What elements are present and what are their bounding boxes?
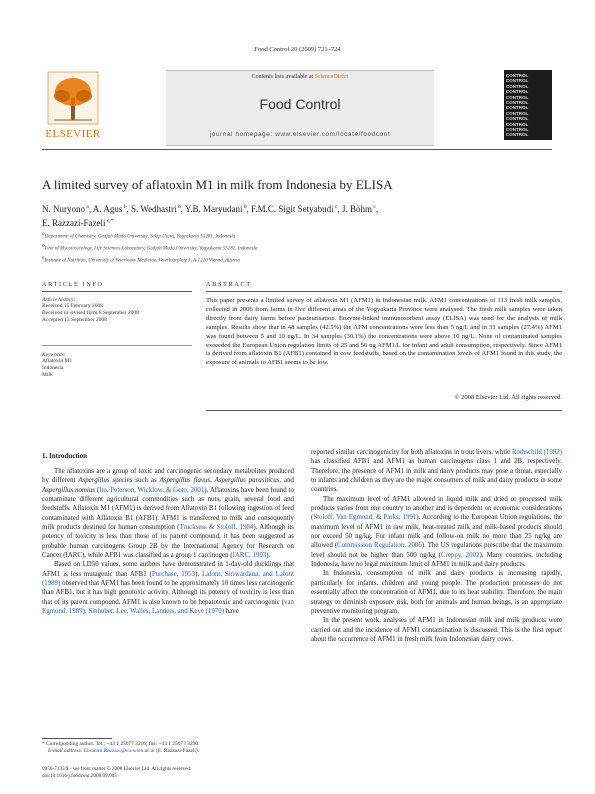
citation-link[interactable]: Creppy, 2002: [440, 551, 480, 559]
body-text: ).: [195, 570, 202, 578]
author-name[interactable]: E. Razzazi-Fazeli: [42, 218, 106, 228]
email-suffix: (E. Razzazi-Fazeli).: [156, 748, 200, 755]
keywords-label: Keywords:: [42, 352, 66, 358]
article-title: A limited survey of aflatoxin M1 in milk from Indonesia by ELISA: [42, 177, 393, 192]
keywords-block: [42, 352, 192, 380]
abstract-rule: [206, 291, 562, 292]
author-affiliation-marker[interactable]: b: [122, 204, 127, 210]
cover-line: CONTROL: [506, 83, 529, 89]
body-text: (: [94, 486, 100, 494]
cover-line: CONTROL: [506, 105, 529, 111]
author-separator: ,: [337, 204, 342, 214]
body-text: species such as: [109, 477, 160, 485]
author-separator: ,: [126, 204, 131, 214]
affiliation-line: [42, 254, 552, 266]
author-list: [42, 201, 552, 229]
italic-text: Aspergillus flavus, Aspergillus parasiticus,: [159, 477, 282, 485]
cover-line: CONTROL: [506, 94, 529, 100]
body-text: In Indonesia, consumption of milk and dairy products is increasing rapidly, particularly for infants, children and young people. The production processes do not essentially affect the concentration of AFM1, due to its heat stability. Therefore, the main strategy to diminish exposure risk, both for animals and human beings, is an appropriate preventive monitoring program.: [311, 570, 562, 615]
sciencedirect-link[interactable]: ScienceDirect: [314, 74, 349, 80]
masthead-rule: [42, 149, 552, 150]
body-text: ). Many countries, including Indonesia, have no legal maximum limit of AFM1 in milk and dairy products.: [311, 551, 562, 569]
body-text: and: [281, 477, 294, 485]
cover-line: CONTROL: [506, 110, 529, 116]
author-separator: ,: [180, 204, 185, 214]
author-affiliation-marker[interactable]: c: [333, 204, 338, 210]
cover-line: CONTROL: [506, 121, 529, 127]
italic-text: Aspergillus nomius: [42, 486, 95, 494]
cover-line: CONTROL: [506, 116, 529, 122]
body-text: The aflatoxins are a group of toxic and carcinogenic secondary metabolites produced by different: [42, 468, 294, 485]
contents-line: [166, 74, 434, 80]
body-paragraph: [311, 616, 562, 644]
author-name[interactable]: F.M.C. Sigit Setyabudi: [251, 204, 334, 214]
affiliation-text: Institute of Nutrition, University of Veterinary Medicine, Veterinärplatz 1, A-1210 Vienna, Austria: [44, 258, 240, 264]
body-text: have: [224, 608, 239, 616]
body-text: Based on LD50 values, some authors have demonstrated in 1-day-old ducklings that AFM1 is less mutagenic than AFB1 (: [42, 561, 294, 578]
journal-homepage-link[interactable]: journal homepage: www.elsevier.com/locate/foodcont: [209, 131, 391, 138]
body-text: ). Aflatoxins have been found to contaminate different agricultural commodities such as nuts, grain, several food and feedstuffs. Aflatoxin M1 (AFM1) is derived from Aflatoxin B1 following ingestion of feed contaminated with Aflatoxin B1 (AFB1). AFM1 is transferred to milk and consequently milk products destined for human consumption (: [42, 486, 294, 532]
copyright-notice: © 2008 Elsevier Ltd. All rights reserved.: [454, 394, 562, 401]
article-info-rule: [42, 291, 192, 292]
publisher-name: ELSEVIER: [45, 128, 101, 140]
history-entry: Accepted 13 September 2008: [42, 317, 107, 324]
contents-prefix: Contents lists available at: [251, 74, 315, 80]
affiliation-key: c: [42, 255, 45, 262]
history-list: [42, 303, 192, 325]
body-text: ).: [82, 608, 89, 616]
author-name[interactable]: S. Wedhastri: [130, 204, 177, 214]
affiliation-line: [42, 230, 552, 242]
author-separator: ,: [375, 204, 379, 214]
footnote-rule: [42, 738, 112, 739]
article-history: [42, 297, 192, 325]
body-paragraph: [42, 560, 294, 616]
keywords-rule: [42, 345, 192, 346]
citation-link[interactable]: Stoloff, Van Egmond, & Parks, 1991: [313, 514, 417, 522]
abstract-heading: ABSTRACT: [206, 281, 252, 288]
body-paragraph: [311, 569, 562, 616]
citation-link[interactable]: Purchase, 1953: [151, 570, 196, 578]
affiliation-text: Department of Chemistry, Gadjah Mada University, Sekip Utara, Yogyakarta 55281, Indonesia: [44, 234, 236, 240]
body-paragraph: [311, 448, 562, 495]
keyword: Indonesia: [42, 365, 64, 372]
history-entry: Received in revised form 8 September 2008: [42, 310, 139, 317]
author-affiliation-marker[interactable]: c,*: [105, 218, 114, 224]
abstract-text: This paper presents a limited survey of aflatoxin M1 (AFM1) in Indonesian milk. AFM1 concentrations of 113 fresh milk samples, collected in 2006 from farms in five different areas of the Yogyakarta Province were analysed. The fresh milk samples were taken directly from dairy farms before pasteurisation. Enzyme-linked immunosorbent assay (ELISA) was used for the analysis of milk samples. Results show that in 48 samples (42.5%) the AFM concentrations were less than 5 ng/L and in 31 samples (27.4%) AFM1 was found between 5 and 10 ng/L. In 34 samples (30.1%) the concentrations were above 10 ng/L. None of contaminated samples exceeded the European Union regulation limits of 25 and 50 ng AFM1/L for infant and adult consumption, respectively. Since AFM1 is derived from aflatoxin B1 (AFB1) contained in cow feedstuffs, based on the contamination levels of AFM1 found in this study, the exposure of animals to AFB1 seems to be low.: [206, 297, 562, 367]
affiliation-key: b: [42, 243, 45, 250]
citation-link[interactable]: Ito, Peterson, Wicklow, & Goto, 2001: [99, 486, 205, 494]
journal-cover-thumbnail: [504, 70, 552, 140]
keyword: Aflatoxin M1: [42, 358, 73, 364]
right-column: [311, 448, 562, 644]
citation-link[interactable]: Rothschild (1992): [511, 449, 562, 456]
body-text: In the present work, analyses of AFM1 in Indonesian milk and milk products were carried out and the incidence of AFM1 contamination is discussed. This is the first report about the occurrence of AFM1 in fresh milk from Indonesian dairy cows.: [311, 617, 562, 643]
keywords-list: [42, 358, 192, 380]
footnote: [42, 741, 302, 755]
author-affiliation-marker[interactable]: c: [372, 204, 376, 210]
email-label: E-mail address:: [48, 748, 83, 755]
journal-name: Food Control: [259, 96, 341, 112]
email-line: [42, 748, 302, 755]
body-paragraph: [42, 467, 294, 560]
author-name[interactable]: J. Böhm: [341, 204, 372, 214]
body-text: has classified AFB1 and AFM1 as human carcinogens class 1 and 2B, respectively. Therefore, the presence of AFM1 in milk and dairy products may pose a threat, especially to infants and children as they are the major consumers of milk and dairy products in some countries.: [311, 458, 562, 494]
history-entry: Received 15 February 2008: [42, 303, 103, 309]
keyword: Milk: [42, 372, 53, 379]
cover-line: CONTROL: [506, 89, 529, 95]
affiliation-text: Unit of Mycotoxicology, Life Sciences Laboratory, Gadjah Mada University, Yogyakarta 55281, Indonesia: [44, 246, 258, 252]
elsevier-tree-icon: [42, 70, 104, 126]
body-text: ). Although its potency of toxicity is less than those of its parent compound, it has been suggested as probable human carcinogens Group 2B by the International Agency for Research on Cancer (IARC), while AFB1 was classified as a group 1 carcinogen (: [42, 524, 294, 560]
corresponding-author: * Corresponding author. Tel.: +43 1 25077 3216; fax: +43 1 25077 3290.: [42, 741, 200, 747]
author-name[interactable]: A. Agus: [92, 204, 123, 214]
article-info-heading: ARTICLE INFO: [42, 281, 104, 288]
author-affiliation-marker[interactable]: b: [176, 204, 181, 210]
cover-line: CONTROL: [506, 78, 529, 84]
affiliation-key: a: [42, 231, 45, 237]
page-footer: [42, 766, 342, 780]
masthead: [42, 70, 552, 144]
body-text: The maximum level of AFM1 allowed in liquid milk and dried or processed milk products varies from one country to another and is dependent on economic considerations (: [311, 495, 562, 522]
citation-link[interactable]: van Egmond, 1989: [42, 598, 294, 616]
cover-line: CONTROL: [506, 73, 529, 78]
body-text: reported similar carcinogenicity for both aflatoxins in trout livers, while: [311, 449, 512, 456]
section-heading-introduction: 1. Introduction: [42, 452, 87, 460]
email-link[interactable]: Ebrahim.Razzazi@vu-wien.ac.at: [83, 748, 155, 755]
citation-link[interactable]: Trucksess & Stoloff, 1984: [179, 524, 254, 532]
author-separator: ,: [88, 204, 93, 214]
affiliation-line: [42, 242, 552, 254]
author-name[interactable]: N. Nuryono: [42, 204, 85, 214]
body-paragraph: [311, 495, 562, 570]
body-text: ). According to the European Union regulations, the maximum level of AFM1 in raw milk, heat-treated milk and milk-based products should not exceed 50 ng/kg. For infant milk and follow-on milk no more than 25 ng/kg are allowed (: [311, 514, 562, 550]
citation-link[interactable]: Sinhuber, Lee, Walles, Landers, and Keye (1970): [88, 608, 224, 616]
cover-line: CONTROL: [506, 127, 529, 133]
cover-line: CONTROL: [506, 100, 529, 106]
doi-line[interactable]: doi:10.1016/j.foodcont.2008.09.005: [42, 773, 117, 779]
left-column: [42, 467, 294, 617]
italic-text: Aspergillus: [78, 477, 110, 485]
author-affiliation-marker[interactable]: a: [85, 204, 89, 210]
body-text: ). The US regulations prescribe that the maximum level should not be higher than 500 ng/kg (: [311, 542, 562, 559]
masthead-center: [166, 70, 434, 146]
author-affiliation-marker[interactable]: b: [242, 204, 247, 210]
citation-link[interactable]: Lafont, Siriwardana, and Lafont (1989): [42, 570, 294, 588]
citation-link[interactable]: Commission Regulation, 2006: [337, 542, 422, 550]
author-name[interactable]: Y.B. Maryudani: [184, 204, 243, 214]
elsevier-logo: [42, 70, 104, 144]
affiliations: [42, 230, 552, 266]
history-label: Article history:: [42, 297, 76, 303]
abstract-bottom-rule: [206, 410, 562, 411]
cover-line: CONTROL: [506, 132, 529, 138]
body-text: ).: [266, 552, 271, 560]
author-separator: ,: [246, 204, 252, 214]
citation-link[interactable]: IARC, 1993: [232, 552, 267, 560]
journal-reference: Food Control 20 (2009) 721–724: [254, 46, 341, 53]
issn-line: 0956-7135/$ - see front matter © 2008 Elsevier Ltd. All rights reserved.: [42, 766, 192, 772]
body-text: observed that AFM1 has been found to be approximately 10 times less carcinogenic than AFB1, but it has high genotoxic activity. Although its potency of toxicity is less than that of its parent compound, AFM1 is also known to be hepatotoxic and carcinogenic (: [42, 580, 294, 606]
